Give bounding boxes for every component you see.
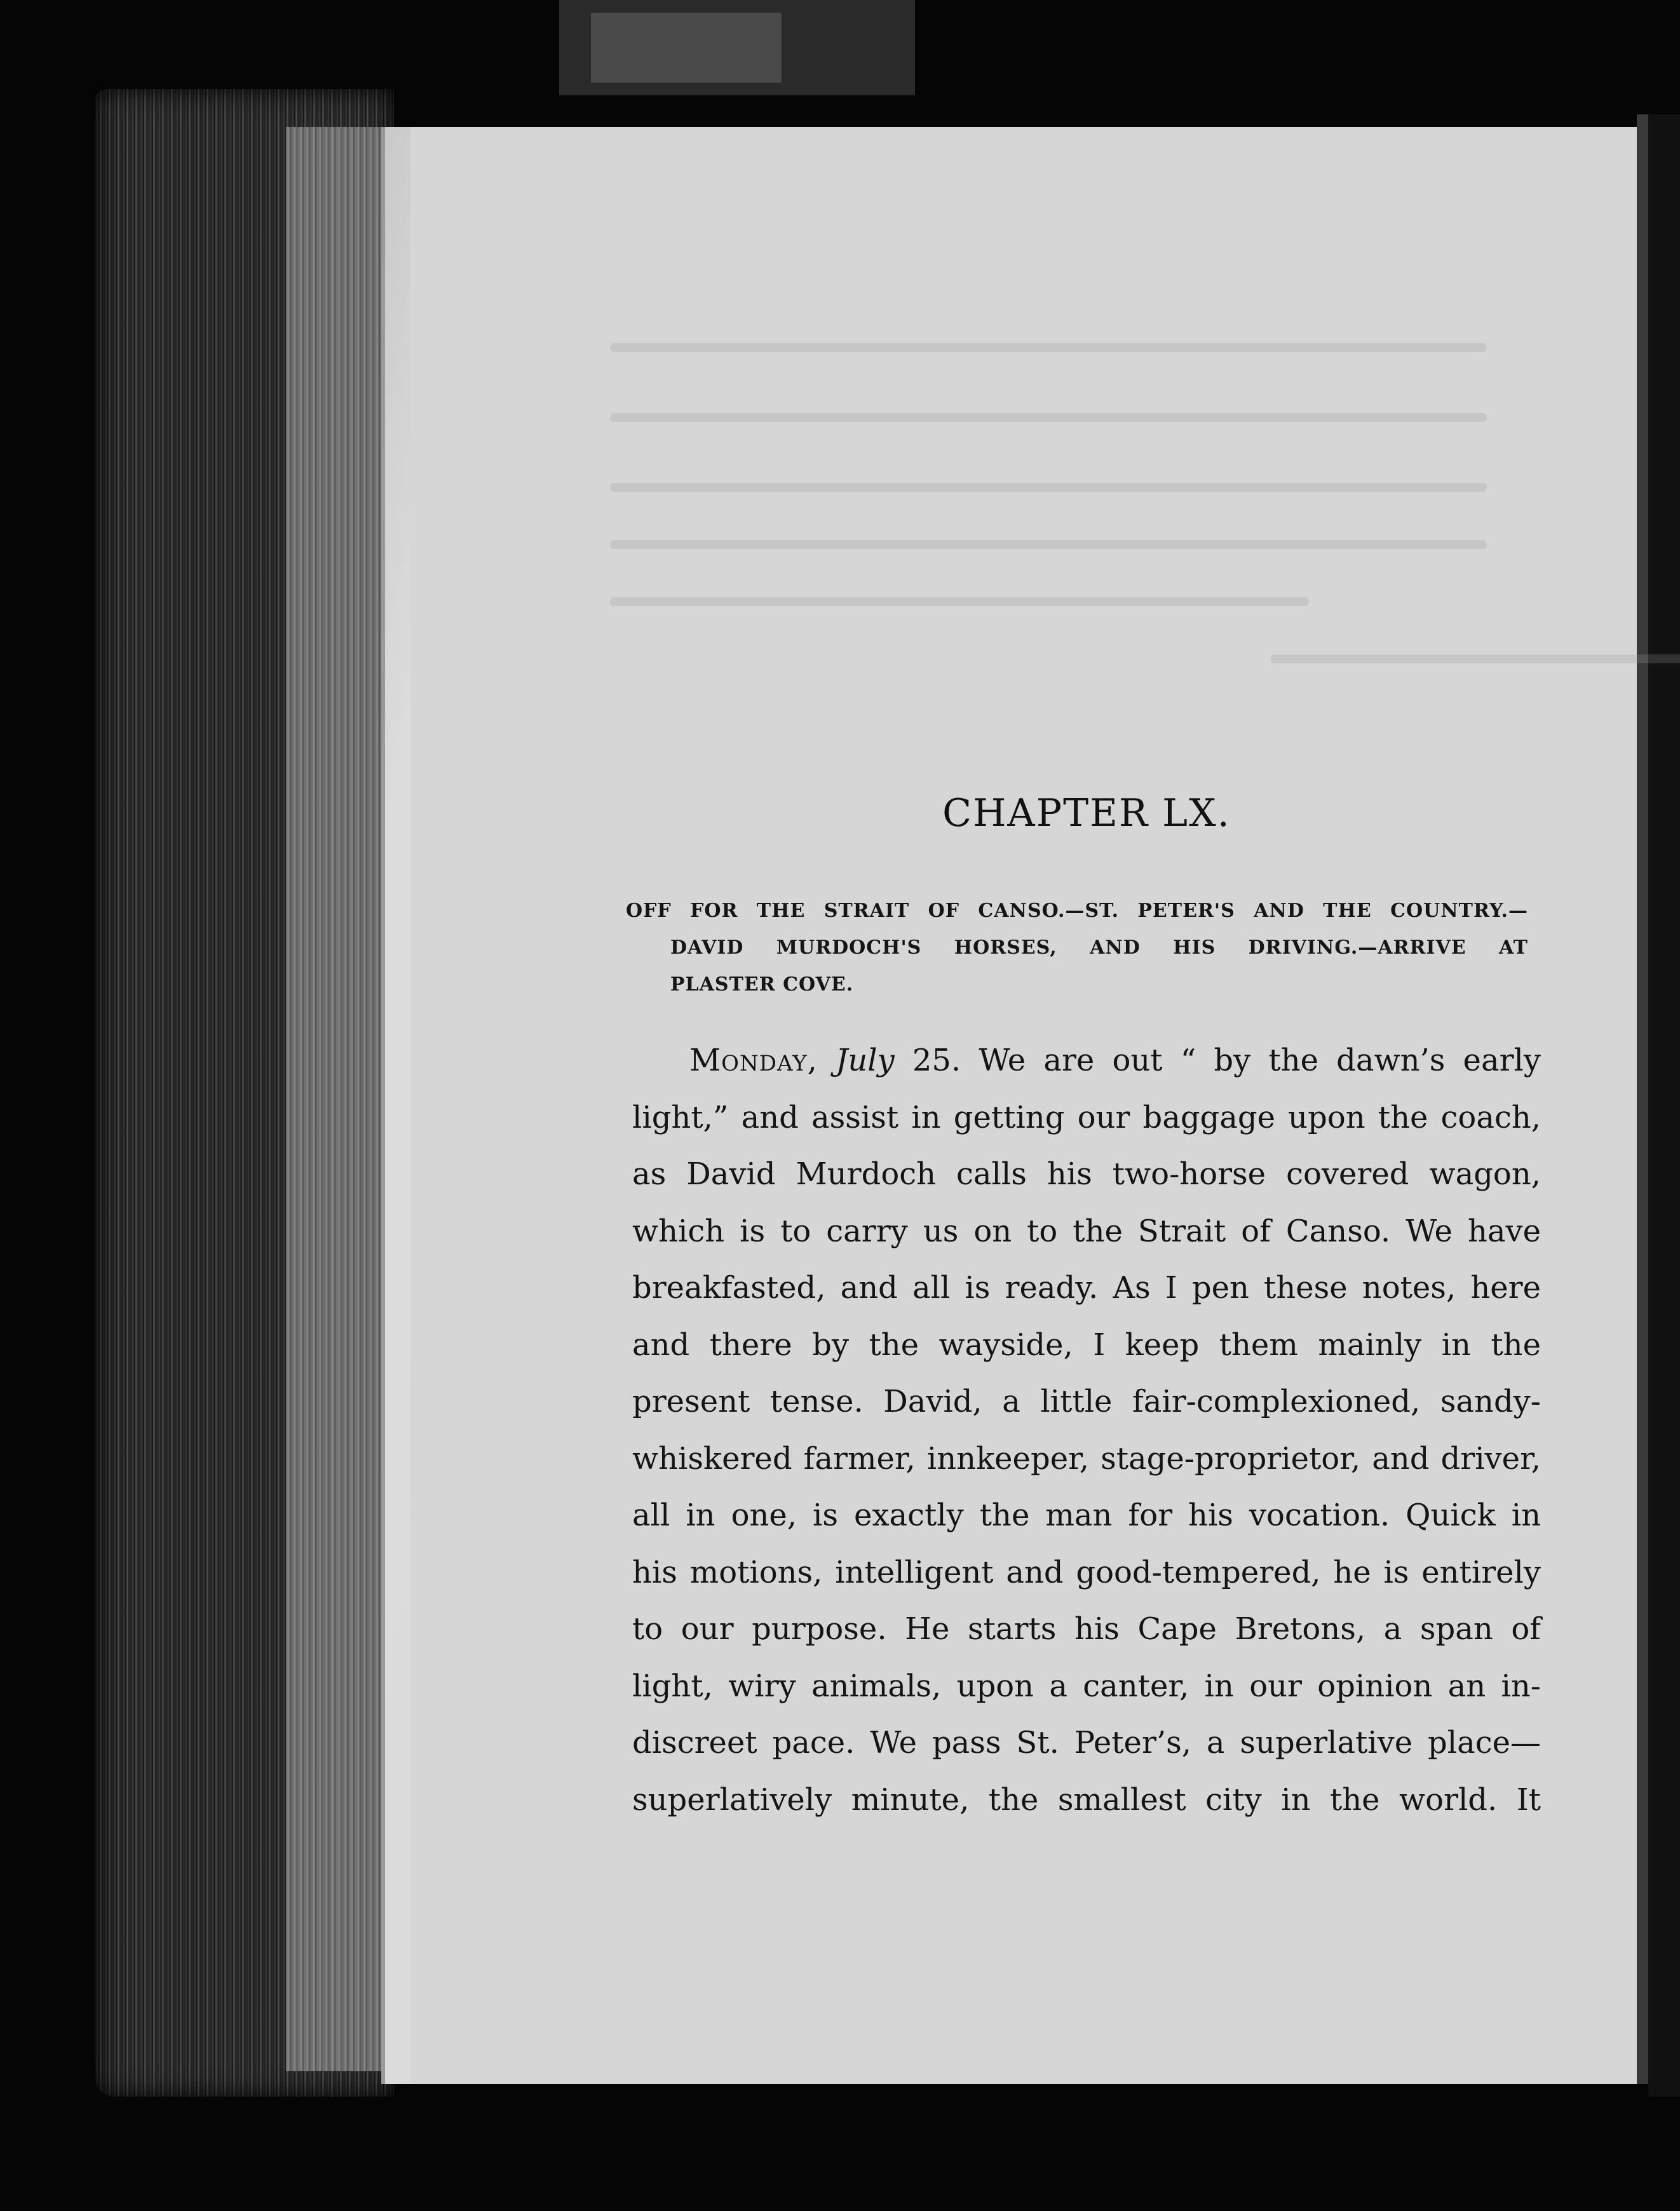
- body-line: which is to carry us on to the Strait of Canso. We have: [632, 1213, 1541, 1249]
- body-line: discreet pace. We pass St. Peter’s, a superlative place—: [632, 1725, 1541, 1761]
- body-line: and there by the wayside, I keep them mainly in the: [632, 1327, 1541, 1363]
- body-first-line: [632, 1032, 1541, 1090]
- show-through-line: [610, 540, 1487, 549]
- body-line: whiskered farmer, innkeeper, stage-proprietor, and driver,: [632, 1440, 1541, 1477]
- summary-line: DAVID MURDOCH'S HORSES, AND HIS DRIVING.—ARRIVE AT: [670, 936, 1528, 959]
- book-page-stack: [95, 89, 394, 2097]
- right-binding-highlight: [1637, 114, 1648, 2084]
- body-line: his motions, intelligent and good-tempered, he is entirely: [632, 1554, 1541, 1590]
- summary-line: PLASTER COVE.: [670, 973, 854, 996]
- body-line: present tense. David, a little fair-complexioned, sandy-: [632, 1384, 1541, 1419]
- page-fore-edge: [286, 127, 394, 2071]
- body-line: to our purpose. He starts his Cape Bretons, a span of: [632, 1611, 1541, 1647]
- chapter-title: CHAPTER LX.: [942, 791, 1231, 835]
- body-line: all in one, is exactly the man for his vocation. Quick in: [632, 1498, 1541, 1533]
- body-line: light, wiry animals, upon a canter, in our opinion an in-: [632, 1668, 1541, 1704]
- show-through-line: [610, 413, 1487, 422]
- body-line: as David Murdoch calls his two-horse covered wagon,: [632, 1156, 1541, 1192]
- right-binding: [1648, 114, 1680, 2097]
- body-line: light,” and assist in getting our baggage upon the coach,: [632, 1099, 1541, 1135]
- show-through-line: [610, 343, 1487, 352]
- body-line: superlatively minute, the smallest city in the world. It: [632, 1782, 1541, 1818]
- date-month: July: [836, 1043, 895, 1078]
- show-through-line: [610, 597, 1309, 606]
- book-cover-tab: [591, 13, 782, 83]
- body-text: [632, 1032, 1541, 1829]
- body-line: breakfasted, and all is ready. As I pen these notes, here: [632, 1270, 1541, 1306]
- first-line-text: 25. We are out “ by the dawn’s early: [894, 1043, 1541, 1078]
- date-day: Monday,: [689, 1043, 818, 1078]
- show-through-line: [610, 483, 1487, 492]
- show-through-line: [1271, 654, 1680, 663]
- summary-line: OFF FOR THE STRAIT OF CANSO.—ST. PETER'S AND THE COUNTRY.—: [626, 900, 1528, 922]
- chapter-summary: [626, 893, 1528, 1003]
